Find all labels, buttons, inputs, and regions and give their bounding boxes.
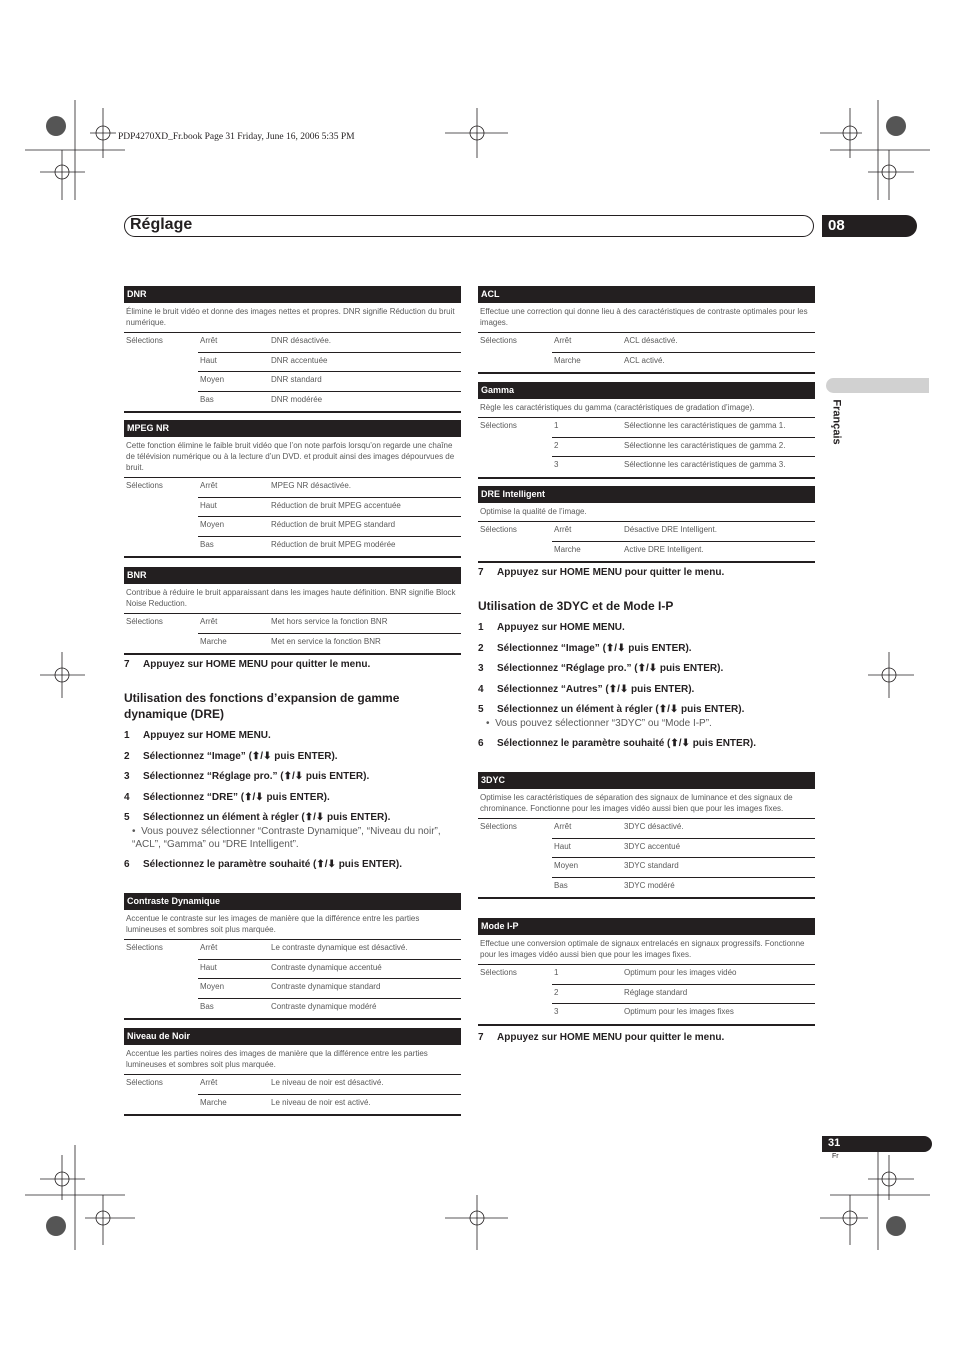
table-title: 3DYC xyxy=(478,772,815,789)
step-6-left: 6 Sélectionnez le paramètre souhaité (⬆/⬇ puis ENTER). xyxy=(124,859,403,870)
table-title: Mode I-P xyxy=(478,918,815,935)
option-value: Moyen xyxy=(200,982,225,991)
table-description: Effectue une correction qui donne lieu à des caractéristiques de contraste optimales pour les images. xyxy=(478,303,815,333)
option-value: Bas xyxy=(200,1001,214,1011)
option-description: Met en service la fonction BNR xyxy=(271,636,381,646)
table-row xyxy=(478,542,815,562)
option-description: Sélectionne les caractéristiques de gamma 2. xyxy=(624,440,786,450)
option-description: Réduction de bruit MPEG modérée xyxy=(271,539,396,549)
table-row xyxy=(478,438,815,458)
table-bnr xyxy=(124,567,461,655)
option-description: Contraste dynamique standard xyxy=(271,982,381,991)
option-value: Marche xyxy=(554,355,581,365)
option-value: 2 xyxy=(554,440,559,450)
option-description: Optimum pour les images vidéo xyxy=(624,968,737,977)
option-description: ACL activé. xyxy=(624,355,665,365)
table-row xyxy=(478,353,815,373)
table-row xyxy=(478,1004,815,1024)
option-value: 3 xyxy=(554,460,559,469)
option-value: Arrêt xyxy=(200,336,218,345)
table-gamma xyxy=(478,382,815,479)
table-row xyxy=(124,478,461,498)
option-value: Arrêt xyxy=(554,525,572,534)
language-tab xyxy=(826,378,929,393)
option-description: MPEG NR désactivée. xyxy=(271,481,352,490)
option-value: 3 xyxy=(554,1007,559,1016)
option-description: Le niveau de noir est désactivé. xyxy=(271,1078,384,1087)
table-row xyxy=(124,960,461,980)
option-value: Arrêt xyxy=(200,1078,218,1087)
table-description: Optimise les caractéristiques de séparation des signaux de luminance et des signaux de chrominance. Fonctionne pour les images vidéo aussi bien que pour les images fixes. xyxy=(478,789,815,819)
table-row xyxy=(124,634,461,654)
step-7-left: 7 Appuyez sur HOME MENU pour quitter le menu. xyxy=(124,659,371,670)
selections-label: Sélections xyxy=(126,336,163,345)
table-row xyxy=(124,392,461,412)
option-description: DNR accentuée xyxy=(271,355,328,365)
selections-label: Sélections xyxy=(480,336,517,345)
table-mpeg-nr xyxy=(124,420,461,558)
option-value: 1 xyxy=(554,968,559,977)
table-description: Effectue une conversion optimale de signaux entrelacés en signaux progressifs. Fonctionne pour les images vidéo aussi bien que pour les images fixes. xyxy=(478,935,815,965)
table-row xyxy=(124,979,461,999)
step-2-right: 2 Sélectionnez “Image” (⬆/⬇ puis ENTER). xyxy=(478,643,692,654)
step-1-right: 1 Appuyez sur HOME MENU. xyxy=(478,622,625,633)
option-value: Arrêt xyxy=(554,336,572,345)
table-title: Niveau de Noir xyxy=(124,1028,461,1045)
option-description: 3DYC standard xyxy=(624,861,679,870)
selections-label: Sélections xyxy=(126,481,163,490)
option-description: Réglage standard xyxy=(624,987,688,997)
selections-label: Sélections xyxy=(480,525,517,534)
step-3-left: 3 Sélectionnez “Réglage pro.” (⬆/⬇ puis ENTER). xyxy=(124,771,370,782)
option-value: Arrêt xyxy=(200,943,218,952)
selections-label: Sélections xyxy=(480,822,517,831)
table-row xyxy=(478,333,815,353)
step-7b-right: 7 Appuyez sur HOME MENU pour quitter le menu. xyxy=(478,1032,725,1043)
step-4-right: 4 Sélectionnez “Autres” (⬆/⬇ puis ENTER). xyxy=(478,684,695,695)
table-row xyxy=(124,999,461,1019)
option-value: Arrêt xyxy=(554,822,572,831)
table-contraste-dynamique xyxy=(124,893,461,1020)
option-value: Marche xyxy=(554,544,581,554)
option-description: DNR désactivée. xyxy=(271,336,332,345)
table-description: Accentue les parties noires des images de manière que la différence entre les parties lumineuses et sombres soit plus marquée. xyxy=(124,1045,461,1075)
option-value: Haut xyxy=(200,355,217,365)
step-2-left: 2 Sélectionnez “Image” (⬆/⬇ puis ENTER). xyxy=(124,751,338,762)
option-description: Le contraste dynamique est désactivé. xyxy=(271,943,408,952)
table-row xyxy=(124,614,461,634)
step-7a-right: 7 Appuyez sur HOME MENU pour quitter le menu. xyxy=(478,567,725,578)
bullet-right: • Vous pouvez sélectionner “3DYC” ou “Mode I-P”. xyxy=(486,718,712,729)
table-row xyxy=(124,498,461,518)
page-lang: Fr xyxy=(832,1153,839,1160)
option-description: 3DYC désactivé. xyxy=(624,822,684,831)
option-description: Contraste dynamique modéré xyxy=(271,1001,377,1011)
selections-label: Sélections xyxy=(126,943,163,952)
table-row xyxy=(124,372,461,392)
option-description: Active DRE Intelligent. xyxy=(624,544,704,554)
selections-label: Sélections xyxy=(480,421,517,430)
option-description: Réduction de bruit MPEG standard xyxy=(271,520,396,529)
step-3-right: 3 Sélectionnez “Réglage pro.” (⬆/⬇ puis ENTER). xyxy=(478,663,724,674)
table-title: DNR xyxy=(124,286,461,303)
page-number: 31 xyxy=(822,1136,932,1152)
option-description: ACL désactivé. xyxy=(624,336,678,345)
option-value: Marche xyxy=(200,1097,227,1107)
header-bar xyxy=(124,215,814,237)
option-description: DNR modérée xyxy=(271,394,323,404)
option-value: Haut xyxy=(200,500,217,510)
step-6-right: 6 Sélectionnez le paramètre souhaité (⬆/⬇ puis ENTER). xyxy=(478,738,757,749)
table-description: Contribue à réduire le bruit apparaissant dans les images haute définition. BNR signifie Block Noise Reduction. xyxy=(124,584,461,614)
table-mode-ip xyxy=(478,918,815,1026)
option-value: Marche xyxy=(200,636,227,646)
file-info-line: PDP4270XD_Fr.book Page 31 Friday, June 16, 2006 5:35 PM xyxy=(118,132,355,142)
step-4-left: 4 Sélectionnez “DRE” (⬆/⬇ puis ENTER). xyxy=(124,792,330,803)
table-title: MPEG NR xyxy=(124,420,461,437)
option-value: Bas xyxy=(200,539,214,549)
table-row xyxy=(478,985,815,1005)
option-description: Désactive DRE Intelligent. xyxy=(624,525,717,534)
table-row xyxy=(124,517,461,537)
table-row xyxy=(478,839,815,859)
table-dre-intelligent xyxy=(478,486,815,563)
language-label: Français xyxy=(830,399,843,445)
table-row xyxy=(478,858,815,878)
option-description: Sélectionne les caractéristiques de gamma 1. xyxy=(624,421,786,430)
table-row xyxy=(478,522,815,542)
option-value: Moyen xyxy=(200,375,225,384)
table-row xyxy=(478,457,815,477)
table-title: BNR xyxy=(124,567,461,584)
table-row xyxy=(124,940,461,960)
option-description: Contraste dynamique accentué xyxy=(271,962,382,972)
heading-3dyc: Utilisation de 3DYC et de Mode I-P xyxy=(478,599,674,613)
table-description: Cette fonction élimine le faible bruit vidéo que l’on note parfois lorsqu’on regarde une chaîne de télévision numérique ou à la lecture d’un DVD. et produit ainsi des images dépourvues de bruit. xyxy=(124,437,461,478)
table-row xyxy=(478,418,815,438)
option-value: Bas xyxy=(554,880,568,890)
chapter-number: 08 xyxy=(822,215,917,237)
table-row xyxy=(124,1095,461,1115)
heading-dre: Utilisation des fonctions d’expansion de gamme dynamique (DRE) xyxy=(124,691,400,721)
table-description: Règle les caractéristiques du gamma (caractéristiques de gradation d’image). xyxy=(478,399,815,418)
option-value: Arrêt xyxy=(200,617,218,626)
option-description: Le niveau de noir est activé. xyxy=(271,1097,371,1107)
table-title: Gamma xyxy=(478,382,815,399)
option-value: Moyen xyxy=(554,861,579,870)
table-row xyxy=(124,537,461,557)
table-dnr xyxy=(124,286,461,413)
table-row xyxy=(124,353,461,373)
bullet-left: • Vous pouvez sélectionner “Contraste Dynamique”, “Niveau du noir”, “ACL”, “Gamma” ou “DRE Intelligent”. xyxy=(132,826,441,850)
option-description: Sélectionne les caractéristiques de gamma 3. xyxy=(624,460,786,469)
option-description: Optimum pour les images fixes xyxy=(624,1007,734,1016)
option-value: Haut xyxy=(554,841,571,851)
table-description: Optimise la qualité de l’image. xyxy=(478,503,815,522)
step-5-right: 5 Sélectionnez un élément à régler (⬆/⬇ puis ENTER). xyxy=(478,704,745,715)
selections-label: Sélections xyxy=(126,1078,163,1087)
option-value: 1 xyxy=(554,421,559,430)
option-description: Met hors service la fonction BNR xyxy=(271,617,388,626)
page-title: Réglage xyxy=(130,216,193,233)
table-niveau-de-noir xyxy=(124,1028,461,1116)
option-value: Moyen xyxy=(200,520,225,529)
table-title: ACL xyxy=(478,286,815,303)
table-row xyxy=(124,1075,461,1095)
table-row xyxy=(478,965,815,985)
option-description: DNR standard xyxy=(271,375,322,384)
option-value: Arrêt xyxy=(200,481,218,490)
table-3dyc xyxy=(478,772,815,899)
selections-label: Sélections xyxy=(126,617,163,626)
table-title: Contraste Dynamique xyxy=(124,893,461,910)
step-5-left: 5 Sélectionnez un élément à régler (⬆/⬇ puis ENTER). xyxy=(124,812,391,823)
option-description: 3DYC modéré xyxy=(624,880,675,890)
table-description: Élimine le bruit vidéo et donne des images nettes et propres. DNR signifie Réduction du bruit numérique. xyxy=(124,303,461,333)
step-1-left: 1 Appuyez sur HOME MENU. xyxy=(124,730,271,741)
table-acl xyxy=(478,286,815,374)
option-value: Haut xyxy=(200,962,217,972)
table-title: DRE Intelligent xyxy=(478,486,815,503)
table-description: Accentue le contraste sur les images de manière que la différence entre les parties lumineuses et sombres soit plus marquée. xyxy=(124,910,461,940)
option-value: Bas xyxy=(200,394,214,404)
option-value: 2 xyxy=(554,987,559,997)
option-description: Réduction de bruit MPEG accentuée xyxy=(271,500,401,510)
selections-label: Sélections xyxy=(480,968,517,977)
table-row xyxy=(478,878,815,898)
option-description: 3DYC accentué xyxy=(624,841,681,851)
table-row xyxy=(478,819,815,839)
table-row xyxy=(124,333,461,353)
